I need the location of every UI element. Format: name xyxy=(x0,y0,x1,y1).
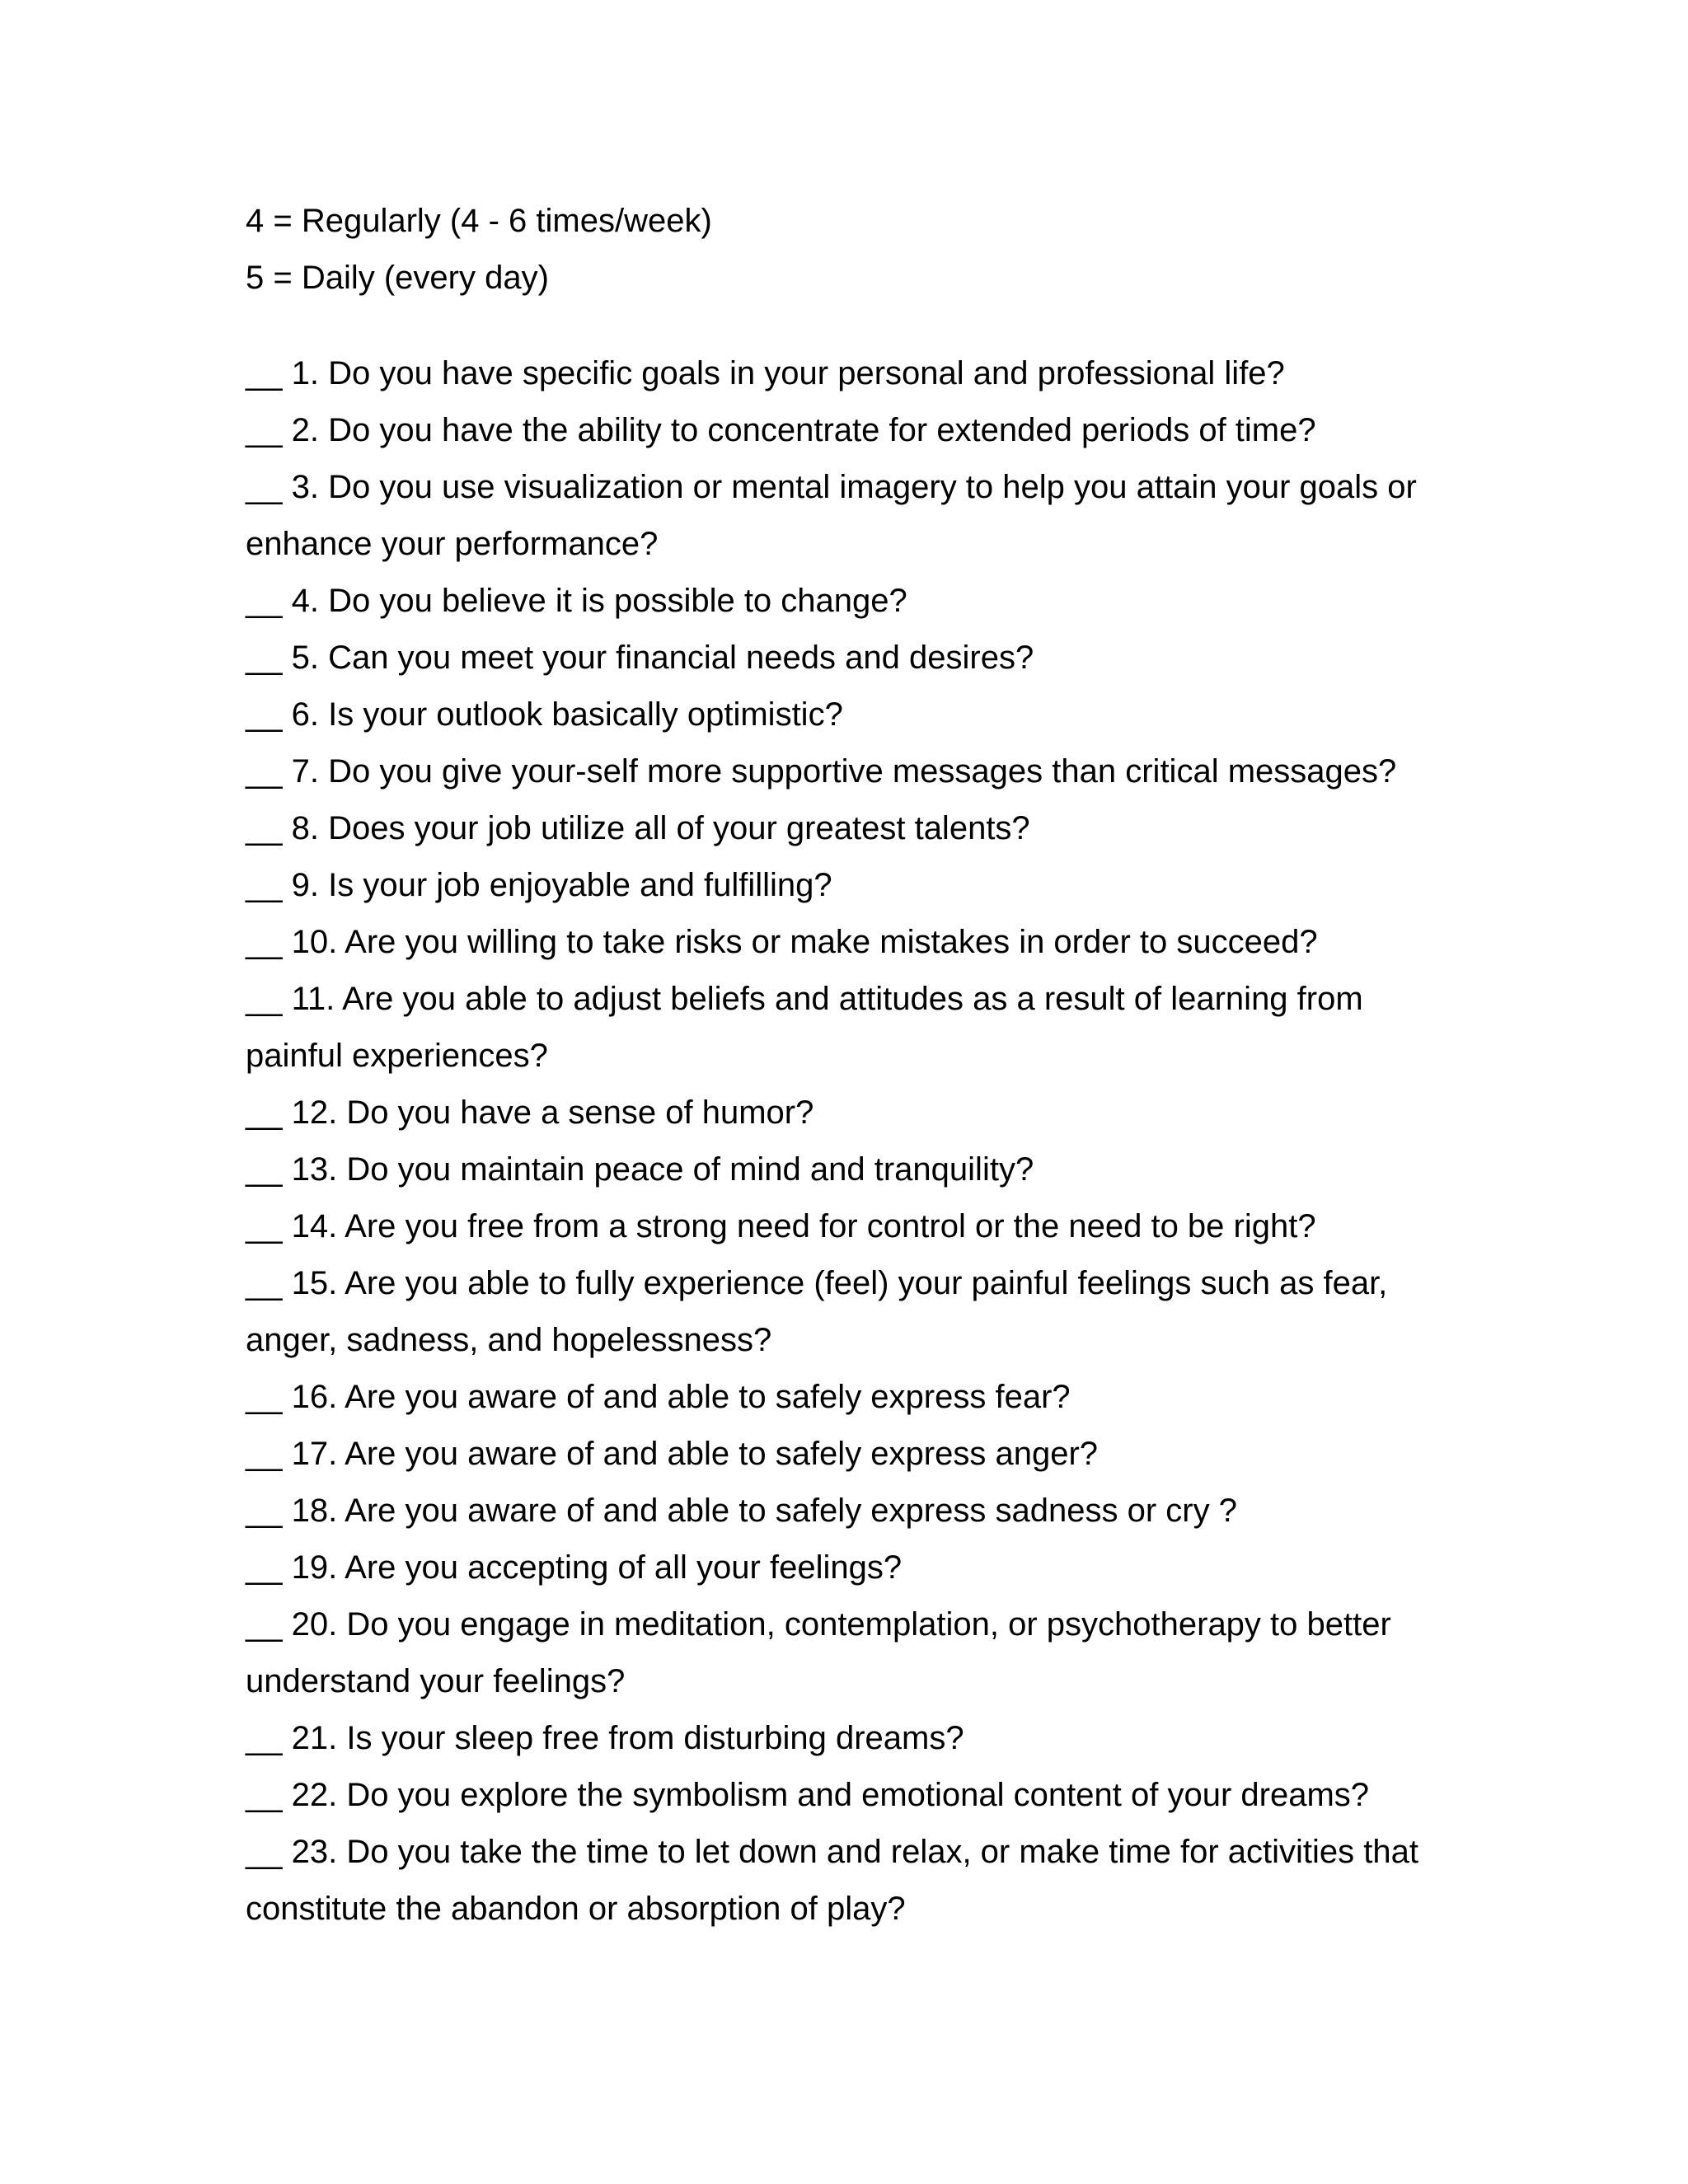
question-item xyxy=(246,459,1449,573)
question-item xyxy=(246,402,1449,459)
question-item xyxy=(246,1710,1449,1767)
question-number: 11. xyxy=(291,981,335,1017)
question-item xyxy=(246,743,1449,800)
question-number: 9. xyxy=(291,867,319,903)
question-item xyxy=(246,1255,1449,1369)
question-text: Do you take the time to let down and relax, or make time for activities that constitute the abandon or absorption of play? xyxy=(246,1834,1418,1927)
question-text: Are you aware of and able to safely express fear? xyxy=(345,1379,1071,1415)
question-number: 1. xyxy=(291,355,319,391)
answer-blank: __ xyxy=(246,1834,283,1870)
rating-scale xyxy=(246,193,1449,307)
question-item xyxy=(246,630,1449,687)
question-number: 7. xyxy=(291,753,319,790)
question-number: 12. xyxy=(291,1094,338,1131)
answer-blank: __ xyxy=(246,1720,283,1756)
question-text: Do you use visualization or mental imagery to help you attain your goals or enhance your performance? xyxy=(246,469,1417,562)
question-item xyxy=(246,1540,1449,1596)
question-number: 13. xyxy=(291,1151,338,1188)
answer-blank: __ xyxy=(246,640,283,676)
answer-blank: __ xyxy=(246,583,283,619)
question-number: 5. xyxy=(291,640,319,676)
question-number: 21. xyxy=(291,1720,338,1756)
question-number: 19. xyxy=(291,1549,338,1586)
answer-blank: __ xyxy=(246,867,283,903)
question-item xyxy=(246,345,1449,402)
question-text: Do you have specific goals in your personal and professional life? xyxy=(328,355,1285,391)
question-number: 8. xyxy=(291,810,319,846)
question-number: 2. xyxy=(291,412,319,448)
question-item xyxy=(246,1141,1449,1198)
document-content xyxy=(246,193,1449,1938)
question-number: 22. xyxy=(291,1777,338,1813)
answer-blank: __ xyxy=(246,1094,283,1131)
question-number: 6. xyxy=(291,696,319,733)
answer-blank: __ xyxy=(246,924,283,960)
question-text: Do you have a sense of humor? xyxy=(346,1094,814,1131)
question-item xyxy=(246,1369,1449,1426)
question-item xyxy=(246,1426,1449,1483)
question-item xyxy=(246,1767,1449,1824)
question-item xyxy=(246,857,1449,914)
question-text: Do you engage in meditation, contemplation, or psychotherapy to better understand your feelings? xyxy=(246,1606,1391,1699)
answer-blank: __ xyxy=(246,1436,283,1472)
question-item xyxy=(246,1824,1449,1938)
answer-blank: __ xyxy=(246,1777,283,1813)
answer-blank: __ xyxy=(246,1208,283,1244)
question-text: Are you aware of and able to safely express anger? xyxy=(345,1436,1099,1472)
question-number: 15. xyxy=(291,1265,338,1301)
question-text: Do you explore the symbolism and emotional content of your dreams? xyxy=(346,1777,1370,1813)
question-number: 10. xyxy=(291,924,338,960)
scale-line: 4 = Regularly (4 - 6 times/week) xyxy=(246,203,712,239)
answer-blank: __ xyxy=(246,1151,283,1188)
question-item xyxy=(246,573,1449,630)
question-number: 17. xyxy=(291,1436,338,1472)
scale-line: 5 = Daily (every day) xyxy=(246,260,549,296)
question-text: Is your sleep free from disturbing dreams? xyxy=(346,1720,964,1756)
question-list xyxy=(246,345,1449,1938)
question-item xyxy=(246,1085,1449,1141)
question-number: 16. xyxy=(291,1379,338,1415)
question-number: 3. xyxy=(291,469,319,505)
question-text: Are you able to fully experience (feel) your painful feelings such as fear, anger, sadness, and hopelessness? xyxy=(246,1265,1388,1358)
question-text: Are you accepting of all your feelings? xyxy=(345,1549,903,1586)
question-text: Are you able to adjust beliefs and attitudes as a result of learning from painful experiences? xyxy=(246,981,1363,1074)
question-item xyxy=(246,1483,1449,1540)
question-text: Does your job utilize all of your greatest talents? xyxy=(328,810,1030,846)
answer-blank: __ xyxy=(246,753,283,790)
question-text: Do you maintain peace of mind and tranquility? xyxy=(346,1151,1034,1188)
question-number: 20. xyxy=(291,1606,338,1643)
question-number: 14. xyxy=(291,1208,338,1244)
question-text: Are you free from a strong need for control or the need to be right? xyxy=(345,1208,1316,1244)
answer-blank: __ xyxy=(246,355,283,391)
question-text: Is your outlook basically optimistic? xyxy=(328,696,843,733)
answer-blank: __ xyxy=(246,1606,283,1643)
answer-blank: __ xyxy=(246,1493,283,1529)
question-text: Can you meet your financial needs and desires? xyxy=(328,640,1034,676)
question-text: Is your job enjoyable and fulfilling? xyxy=(328,867,832,903)
question-number: 18. xyxy=(291,1493,338,1529)
question-item xyxy=(246,971,1449,1085)
answer-blank: __ xyxy=(246,1549,283,1586)
answer-blank: __ xyxy=(246,1265,283,1301)
answer-blank: __ xyxy=(246,469,283,505)
question-item xyxy=(246,1198,1449,1255)
question-text: Are you willing to take risks or make mistakes in order to succeed? xyxy=(345,924,1318,960)
answer-blank: __ xyxy=(246,981,283,1017)
answer-blank: __ xyxy=(246,1379,283,1415)
question-item xyxy=(246,687,1449,743)
question-item xyxy=(246,800,1449,857)
question-text: Do you believe it is possible to change? xyxy=(328,583,907,619)
answer-blank: __ xyxy=(246,696,283,733)
question-item xyxy=(246,1596,1449,1710)
question-text: Do you have the ability to concentrate for extended periods of time? xyxy=(328,412,1316,448)
answer-blank: __ xyxy=(246,412,283,448)
question-number: 4. xyxy=(291,583,319,619)
question-text: Do you give your-self more supportive messages than critical messages? xyxy=(328,753,1397,790)
question-number: 23. xyxy=(291,1834,338,1870)
question-item xyxy=(246,914,1449,971)
question-text: Are you aware of and able to safely express sadness or cry ? xyxy=(345,1493,1237,1529)
answer-blank: __ xyxy=(246,810,283,846)
